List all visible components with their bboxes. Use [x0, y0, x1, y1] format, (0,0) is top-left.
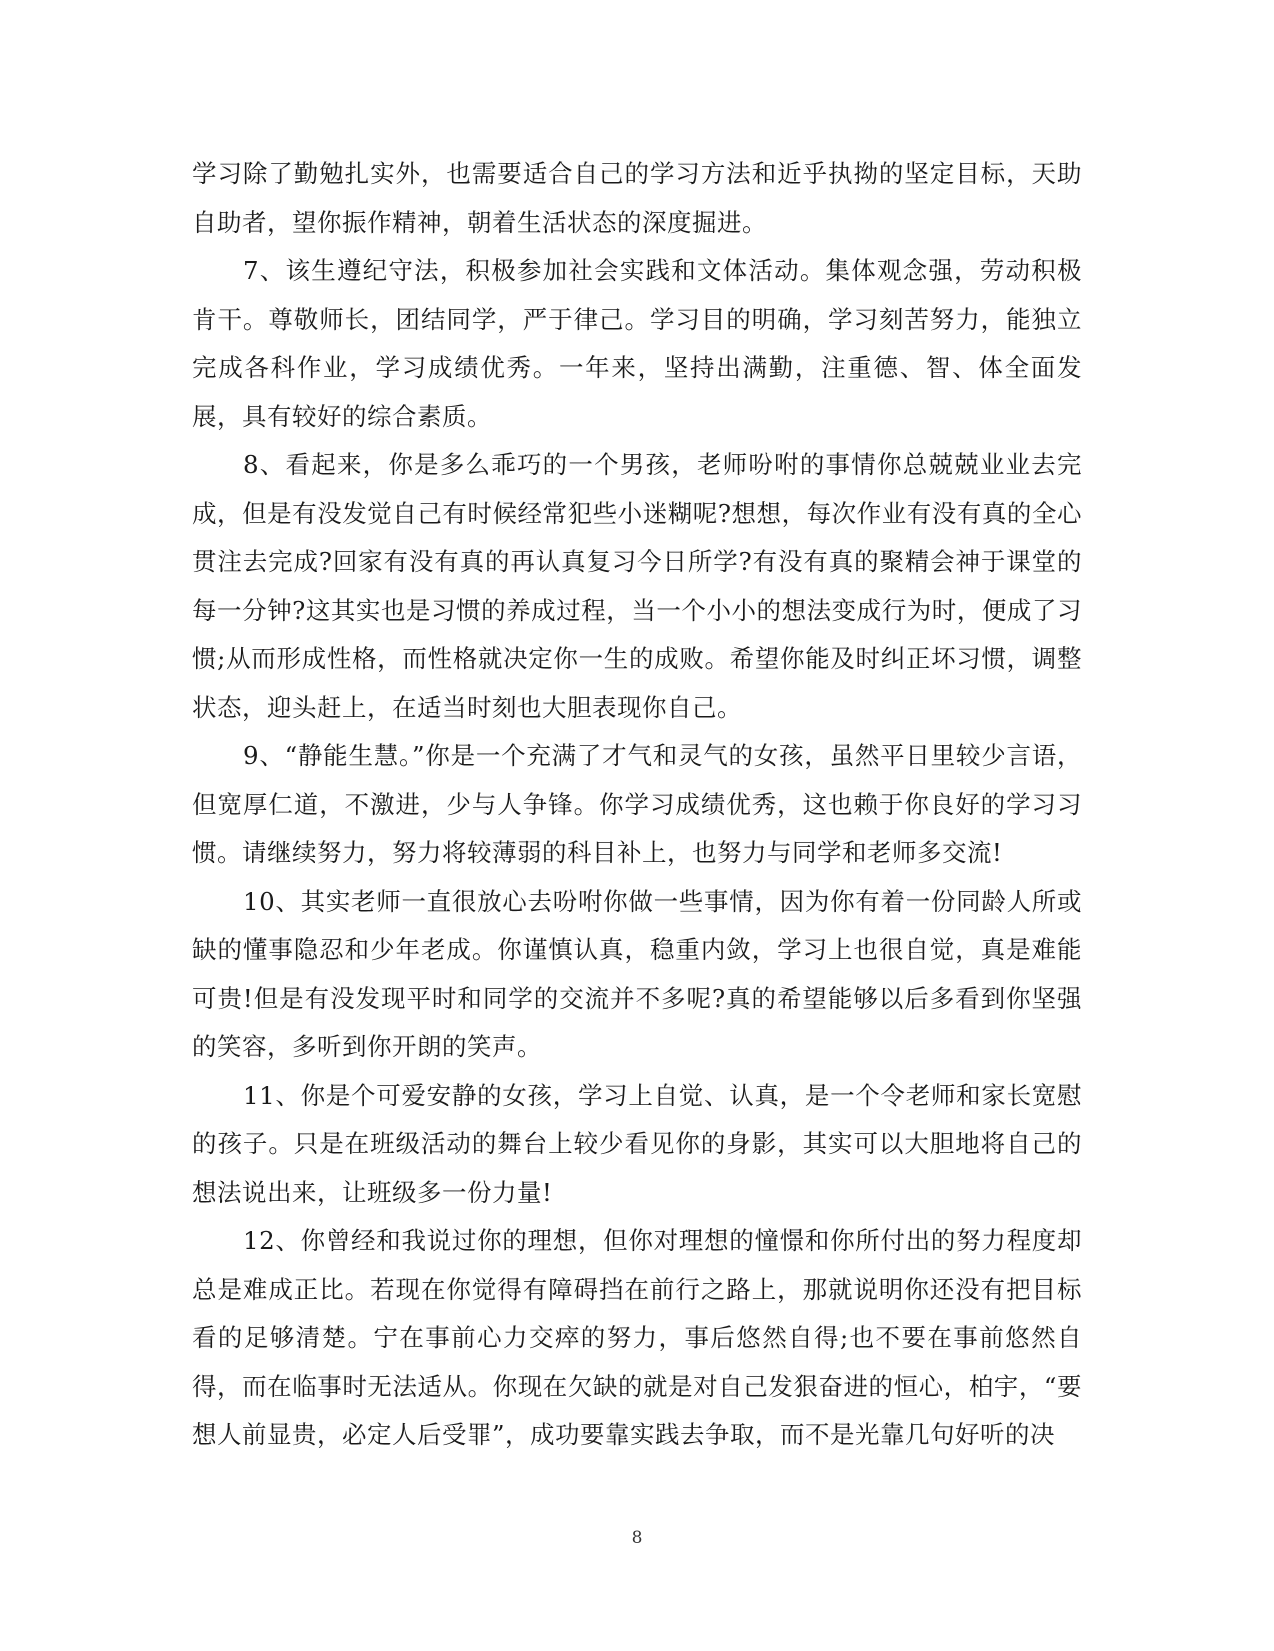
- body-text: [192, 150, 1082, 1460]
- paragraph-item-12: 12、你曾经和我说过你的理想，但你对理想的憧憬和你所付出的努力程度却总是难成正比。若现在你觉得有障碍挡在前行之路上，那就说明你还没有把目标看的足够清楚。宁在事前心力交瘁的努力，事后悠然自得;也不要在事前悠然自得，而在临事时无法适从。你现在欠缺的就是对自己发狠奋进的恒心，柏宇，“要想人前显贵，必定人后受罪”，成功要靠实践去争取，而不是光靠几句好听的决: [192, 1226, 1082, 1449]
- paragraph-item-8: 8、看起来，你是多么乖巧的一个男孩，老师吩咐的事情你总兢兢业业去完成，但是有没发觉自己有时候经常犯些小迷糊呢?想想，每次作业有没有真的全心贯注去完成?回家有没有真的再认真复习今日所学?有没有真的聚精会神于课堂的每一分钟?这其实也是习惯的养成过程，当一个小小的想法变成行为时，便成了习惯;从而形成性格，而性格就决定你一生的成败。希望你能及时纠正坏习惯，调整状态，迎头赶上，在适当时刻也大胆表现你自己。: [192, 450, 1082, 722]
- paragraph-continuation: 学习除了勤勉扎实外，也需要适合自己的学习方法和近乎执拗的坚定目标，天助自助者，望你振作精神，朝着生活状态的深度掘进。: [192, 159, 1082, 237]
- page-number: 8: [631, 1528, 643, 1548]
- paragraph-item-10: 10、其实老师一直很放心去吩咐你做一些事情，因为你有着一份同龄人所或缺的懂事隐忍和少年老成。你谨慎认真，稳重内敛，学习上也很自觉，真是难能可贵!但是有没发现平时和同学的交流并不多呢?真的希望能够以后多看到你坚强的笑容，多听到你开朗的笑声。: [192, 886, 1082, 1061]
- paragraph-item-11: 11、你是个可爱安静的女孩，学习上自觉、认真，是一个令老师和家长宽慰的孩子。只是在班级活动的舞台上较少看见你的身影，其实可以大胆地将自己的想法说出来，让班级多一份力量!: [192, 1080, 1082, 1207]
- paragraph-item-9: 9、“静能生慧。”你是一个充满了才气和灵气的女孩，虽然平日里较少言语，但宽厚仁道，不激进，少与人争锋。你学习成绩优秀，这也赖于你良好的学习习惯。请继续努力，努力将较薄弱的科目补上，也努力与同学和老师多交流!: [192, 741, 1082, 867]
- paragraph-item-7: 7、该生遵纪守法，积极参加社会实践和文体活动。集体观念强，劳动积极肯干。尊敬师长，团结同学，严于律己。学习目的明确，学习刻苦努力，能独立完成各科作业，学习成绩优秀。一年来，坚持出满勤，注重德、智、体全面发展，具有较好的综合素质。: [192, 256, 1082, 431]
